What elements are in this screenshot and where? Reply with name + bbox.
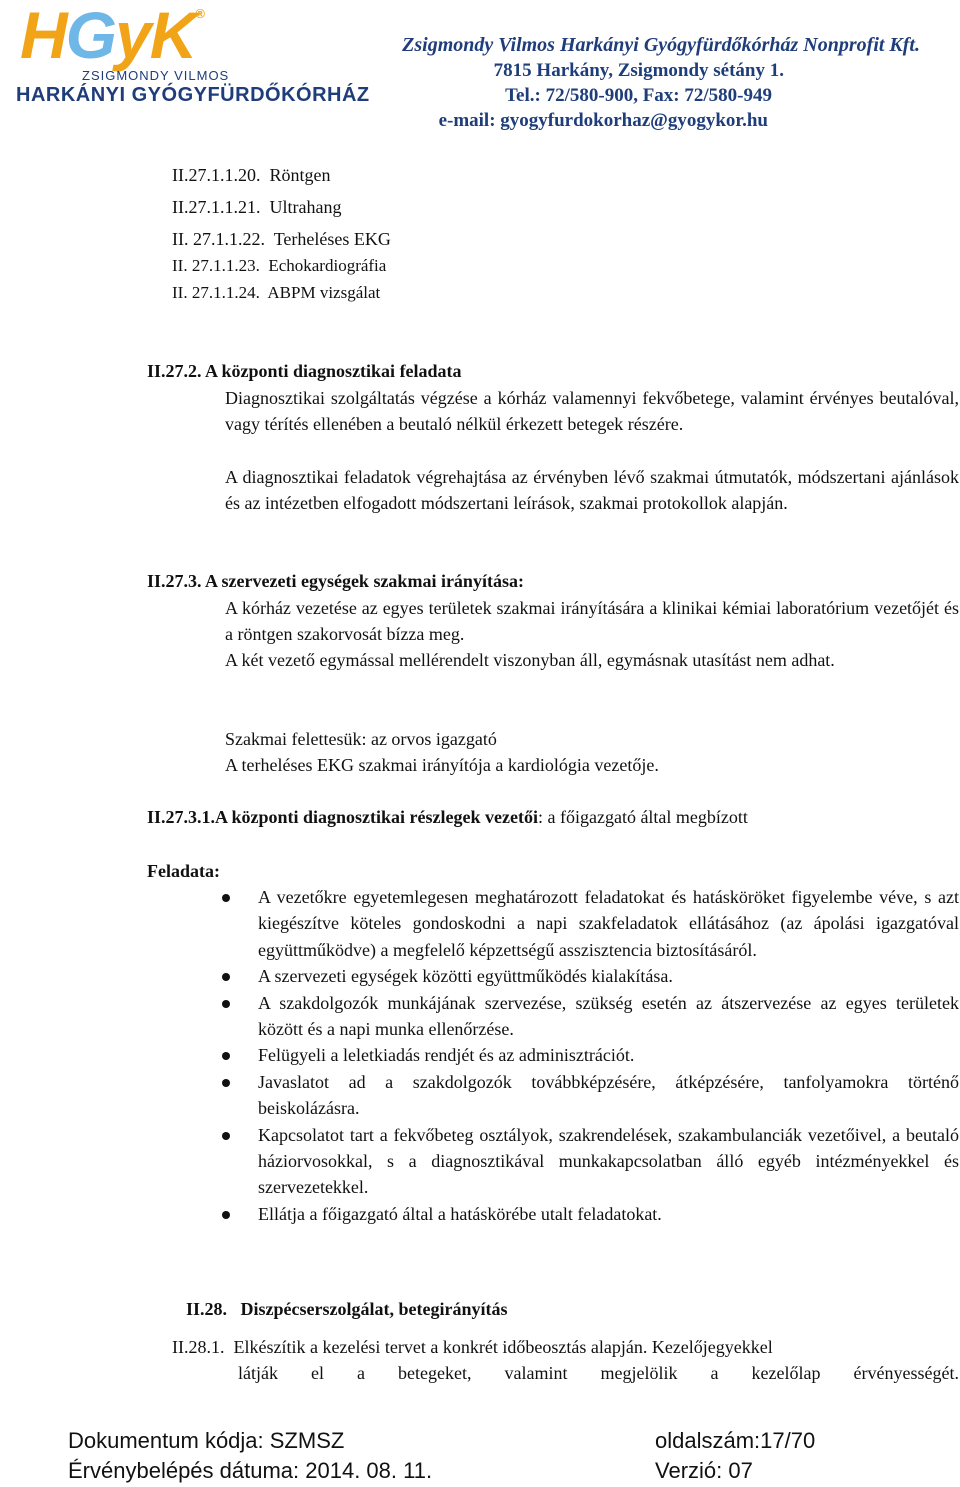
org-email[interactable]: e-mail: gyogyfurdokorhaz@gyogykor.hu	[438, 110, 768, 131]
list-item	[258, 1042, 959, 1068]
list-item-text: Javaslatot ad a szakdolgozók továbbképzésére, átképzésére, tanfolyamokra történő beiskolázásra.	[258, 1071, 959, 1119]
section-number: II.28.	[186, 1299, 228, 1319]
list-item-text: A szervezeti egységek közötti együttműködés kialakítása.	[258, 966, 673, 987]
bullet-icon	[222, 894, 230, 902]
logo-letter-y: y	[115, 0, 150, 72]
paragraph: Diagnosztikai szolgáltatás végzése a kórház valamennyi fekvőbetege, valamint érvényes beutalóval, vagy térítés ellenében a beutaló nélkül érkezett betegek részére.	[225, 388, 959, 435]
list-item-label: Terheléses EKG	[273, 229, 391, 249]
bullet-icon	[222, 1052, 230, 1060]
list-item-number: II. 27.1.1.22.	[172, 229, 265, 249]
list-item-number: II.27.1.1.21.	[172, 197, 261, 217]
list-item-text: A szakdolgozók munkájának szervezése, szükség esetén az átszervezése az egyes területek között és a napi munka ellenőrzése.	[258, 992, 959, 1040]
list-item	[172, 162, 331, 188]
footer-doc-code: Dokumentum kódja: SZMSZ	[68, 1428, 345, 1453]
list-item-label: Ultrahang	[269, 197, 342, 217]
subsection-text-line-1: Elkészítik a kezelési tervet a konkrét időbeosztás alapján. Kezelőjegyekkel	[233, 1337, 773, 1357]
list-item	[258, 1201, 959, 1227]
footer-page-number: oldalszám:17/70	[655, 1428, 816, 1453]
footer-effective-date: Érvénybelépés dátuma: 2014. 08. 11.	[68, 1458, 433, 1483]
list-item	[258, 990, 959, 1043]
list-item	[258, 1069, 959, 1122]
section-heading-ii-27-2: II.27.2. A központi diagnosztikai feladata	[147, 361, 462, 381]
list-item	[172, 253, 386, 279]
org-address: 7815 Harkány, Zsigmondy sétány 1.	[493, 60, 784, 81]
logo-letter-h: H	[20, 0, 66, 72]
list-item	[258, 1122, 959, 1201]
paragraph: A diagnosztikai feladatok végrehajtása az érvényben lévő szakmai útmutatók, módszertani ajánlások és az intézetben elfogadott módszertani leírások, szakmai protokollok alapján.	[225, 467, 959, 514]
org-name: Zsigmondy Vilmos Harkányi Gyógyfürdőkórház Nonprofit Kft.	[402, 34, 920, 56]
task-list	[258, 884, 959, 1227]
list-item-label: ABPM vizsgálat	[267, 283, 381, 302]
bullet-icon	[222, 1132, 230, 1140]
list-item	[172, 280, 380, 306]
list-item	[258, 884, 959, 963]
list-item-number: II. 27.1.1.24.	[172, 283, 260, 302]
logo-registered-mark: ®	[195, 6, 203, 21]
subsection-text-line-2: látják el a betegeket, valamint megjelölik a kezelőlap érvényességét.	[238, 1363, 959, 1383]
list-item-text: Felügyeli a leletkiadás rendjét és az adminisztrációt.	[258, 1045, 635, 1066]
paragraph: A két vezető egymással mellérendelt viszonyban áll, egymásnak utasítást nem adhat.	[225, 650, 835, 670]
list-item-text: A vezetőkre egyetemlegesen meghatározott feladatokat és hatásköröket figyelembe véve, s azt kiegészítve köteles gondoskodni a napi szakfeladatok ellátásához (az ápolási igazgatóval együttműködve) a megfelelő képzettségű asszisztencia biztosításáról.	[258, 887, 959, 960]
logo-subtitle: ZSIGMONDY VILMOS	[82, 68, 230, 83]
paragraph: A kórház vezetése az egyes területek szakmai irányítására a klinikai kémiai laboratórium vezetőjét és a röntgen szakorvosát bízza meg.	[225, 598, 959, 645]
list-item	[258, 963, 959, 989]
bullet-icon	[222, 1211, 230, 1219]
section-heading-ii-27-3-1	[147, 804, 748, 830]
subsection-number: II.28.1.	[172, 1337, 225, 1357]
section-heading-ii-27-3: II.27.3. A szervezeti egységek szakmai irányítása:	[147, 571, 524, 591]
list-item-label: Röntgen	[269, 165, 331, 185]
text-line: Szakmai felettesük: az orvos igazgató	[225, 729, 497, 749]
bullet-icon	[222, 973, 230, 981]
heading-bold-part: II.27.3.1.A központi diagnosztikai részlegek vezetői	[147, 807, 538, 827]
logo-letter-g: G	[65, 0, 116, 72]
bullet-icon	[222, 1079, 230, 1087]
list-item-text: Ellátja a főigazgató által a hatáskörébe utalt feladatokat.	[258, 1203, 662, 1224]
bullet-icon	[222, 1000, 230, 1008]
org-phone: Tel.: 72/580-900, Fax: 72/580-949	[505, 85, 772, 106]
list-item-number: II. 27.1.1.23.	[172, 256, 260, 275]
list-item-number: II.27.1.1.20.	[172, 165, 261, 185]
section-heading-ii-28	[186, 1296, 507, 1322]
text-line: A terheléses EKG szakmai irányítója a kardiológia vezetője.	[225, 755, 659, 775]
list-item	[172, 226, 391, 252]
list-item	[172, 194, 341, 220]
logo-letter-k: K	[149, 0, 196, 72]
list-item-text: Kapcsolatot tart a fekvőbeteg osztályok, szakrendelések, szakambulanciák vezetőivel, a beutaló háziorvosokkal, s a diagnosztikával munkakapcsolatban álló egyéb intézményekkel és szervezetekkel.	[258, 1124, 959, 1198]
logo-subtitle-2: HARKÁNYI GYÓGYFÜRDŐKÓRHÁZ	[16, 84, 370, 106]
footer-version: Verzió: 07	[655, 1458, 753, 1483]
list-item-label: Echokardiográfia	[268, 256, 387, 275]
heading-rest-part: : a főigazgató által megbízott	[537, 807, 748, 827]
section-title: Diszpécserszolgálat, betegirányítás	[240, 1299, 508, 1319]
feladata-label: Feladata:	[147, 861, 220, 881]
subsection-ii-28-1	[172, 1334, 959, 1360]
